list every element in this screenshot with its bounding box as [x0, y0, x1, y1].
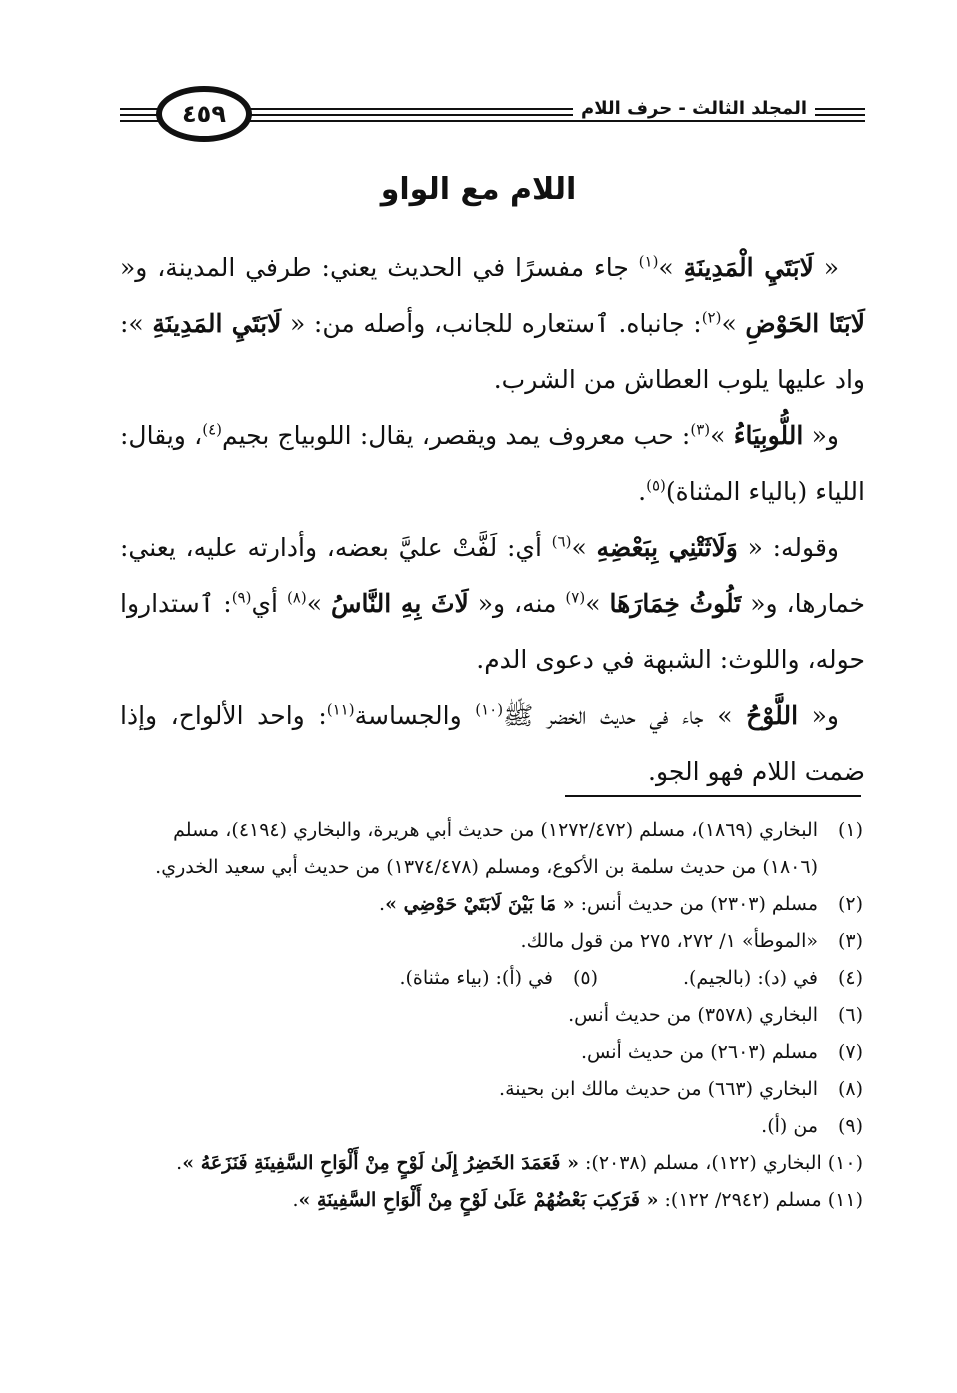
entry-term: لَابَتَا الحَوْضِ [745, 309, 865, 338]
footnote-text [118, 886, 818, 923]
footnote-item [118, 923, 863, 960]
text-run: » جاء في حديث الخضر ﷺ [503, 701, 747, 730]
footnote-ref: (٧) [565, 588, 586, 607]
footnote-item [118, 1145, 863, 1182]
paragraph-lawh [120, 688, 865, 800]
footnote-item [118, 1108, 863, 1145]
hadith-quote: « فَرَكِبَ بَعْضُهُمْ عَلَىٰ لَوْحٍ مِنْ أَلْوَاحِ السَّفِينَةِ » [298, 1189, 659, 1211]
paragraph-lawth [120, 520, 865, 688]
footnote-text: البخاري (٣٥٧٨) من حديث أنس. [568, 1004, 818, 1026]
hadith-quote: « مَا بَيْنَ لَابَتَيْ حَوْضِي » [385, 893, 575, 915]
footnote-item [118, 960, 863, 997]
footnote-text-run: . [379, 893, 386, 915]
text-run: أي [251, 589, 287, 618]
footnote-ref: (١) [638, 252, 659, 271]
text-run: جاء مفسرًا في الحديث يعني: طرفي المدينة، و« [120, 253, 639, 282]
footnote-item [118, 1182, 863, 1219]
section-title: اللام مع الواو [380, 172, 577, 207]
running-head: المجلد الثالث - حرف اللام [573, 98, 815, 119]
text-run: » [306, 589, 331, 618]
footnote-text-run: مسلم (٢٩٤٢/ ١٢٢): [658, 1189, 822, 1211]
text-run: » [585, 589, 610, 618]
text-run: وقوله: « [737, 533, 839, 562]
footnote-number: (٨) [837, 1078, 863, 1100]
text-run: منه، و« [468, 589, 566, 618]
footnote-number: (١١) [827, 1189, 863, 1211]
footnote-separator [565, 795, 861, 797]
paragraph-lubiya [120, 408, 865, 520]
text-run: : ٱستداروا حوله، واللوث: الشبهة في دعوى الدم. [120, 589, 865, 674]
entry-term: لَابَتَيِ المَدِينَةِ [152, 309, 282, 338]
footnotes [118, 812, 863, 1219]
footnote-text-run: البخاري (١٢٢)، مسلم (٢٠٣٨): [578, 1152, 822, 1174]
footnote-text: «الموطأ» ١/ ٢٧٢، ٢٧٥ من قول مالك. [520, 930, 818, 952]
text-run: أي: لَفَّتْ عليَّ بعضه، وأدارته عليه، يعني: خمارها، و« [120, 533, 865, 618]
page-number: ٤٥٩ [156, 86, 252, 142]
text-run: » [721, 309, 746, 338]
footnote-ref: (٨) [286, 588, 307, 607]
footnote-text [118, 1182, 822, 1219]
footnote-ref: (٥) [646, 476, 666, 495]
footnote-ref: (٩) [231, 588, 252, 607]
entry-term: تَلُوثُ خِمَارَهَا [609, 589, 742, 618]
text-run: . [638, 477, 647, 506]
footnote-text: في (د): (بالجيم). [682, 967, 818, 989]
footnote-text: البخاري (١٨٦٩)، مسلم (١٢٧٢/٤٧٢) من حديث أبي هريرة، والبخاري (٤١٩٤)، مسلم (١٨٠٦) من حديث سلمة بن الأكوع، ومسلم (١٣٧٤/٤٧٨) من حديث أبي سعيد الخدري. [155, 819, 818, 878]
footnote-item [118, 1034, 863, 1071]
text-run: والجساسة [354, 701, 476, 730]
footnote-ref: (١١) [326, 700, 355, 719]
footnote-text: من (أ). [761, 1115, 818, 1137]
text-run: ، ويقال: اللياء (بالياء المثناة) [120, 421, 865, 506]
footnote-item [118, 812, 863, 886]
text-run: و« [803, 421, 839, 450]
footnote-ref: (٤) [202, 420, 222, 439]
text-run: » [571, 533, 597, 562]
page-header [120, 82, 865, 148]
footnote-number: (٢) [837, 893, 863, 915]
footnote-ref: (١٠) [475, 700, 504, 719]
footnote-number: (٥) [572, 967, 598, 989]
footnote-text: البخاري (٦٦٣) من حديث مالك ابن بحينة. [499, 1078, 818, 1100]
footnote-number: (١) [837, 819, 863, 841]
hadith-quote: « فَعَمَدَ الخَضِرُ إِلَىٰ لَوْحٍ مِنْ أَلْوَاحِ السَّفِينَةِ فَنَزَعَهُ » [182, 1152, 579, 1174]
footnote-item [118, 1071, 863, 1108]
paragraph-labatay [120, 240, 865, 408]
text-run: : جانباه. ٱستعاره للجانب، وأصله من: « [281, 309, 702, 338]
text-run: » [658, 253, 684, 282]
footnote-number: (١٠) [827, 1152, 863, 1174]
entry-term: لَاثَ بِهِ النَّاسُ [330, 589, 469, 618]
entry-term: اللَّوْحُ [746, 701, 799, 730]
footnote-text: مسلم (٢٦٠٣) من حديث أنس. [580, 1041, 818, 1063]
footnote-item [118, 997, 863, 1034]
text-run: و« [798, 701, 839, 730]
text-run: : حب معروف يمد ويقصر، يقال: اللوبياج بجيم [222, 421, 691, 450]
footnote-number: (٩) [837, 1115, 863, 1137]
text-run: « [813, 253, 839, 282]
footnote-text: في (أ): (بياء مثناة). [399, 967, 553, 989]
text-run: » [710, 421, 734, 450]
footnote-number: (٦) [837, 1004, 863, 1026]
entry-term: وَلَاثَتْنِي بِبَعْضِهِ [596, 533, 738, 562]
footnote-number: (٤) [837, 967, 863, 989]
text-run: »: واد عليها يلوب العطاش من الشرب. [120, 309, 865, 394]
footnote-text-run: . [176, 1152, 183, 1174]
entry-term: اللُّوبِيَاءُ [733, 421, 804, 450]
footnote-ref: (٢) [701, 308, 722, 327]
footnote-ref: (٣) [690, 420, 711, 439]
text-run: : واحد الألواح، وإذا ضمت اللام فهو الجو. [120, 701, 865, 786]
footnote-item [118, 886, 863, 923]
footnote-number: (٣) [837, 930, 863, 952]
footnote-text [118, 1145, 822, 1182]
main-text [120, 240, 865, 800]
footnote-number: (٧) [837, 1041, 863, 1063]
entry-term: لَابَتَيِ الْمَدِينَةِ [683, 253, 814, 282]
footnote-ref: (٦) [551, 532, 572, 551]
footnote-text-run: . [292, 1189, 299, 1211]
footnote-text-run: مسلم (٢٣٠٣) من حديث أنس: [574, 893, 818, 915]
